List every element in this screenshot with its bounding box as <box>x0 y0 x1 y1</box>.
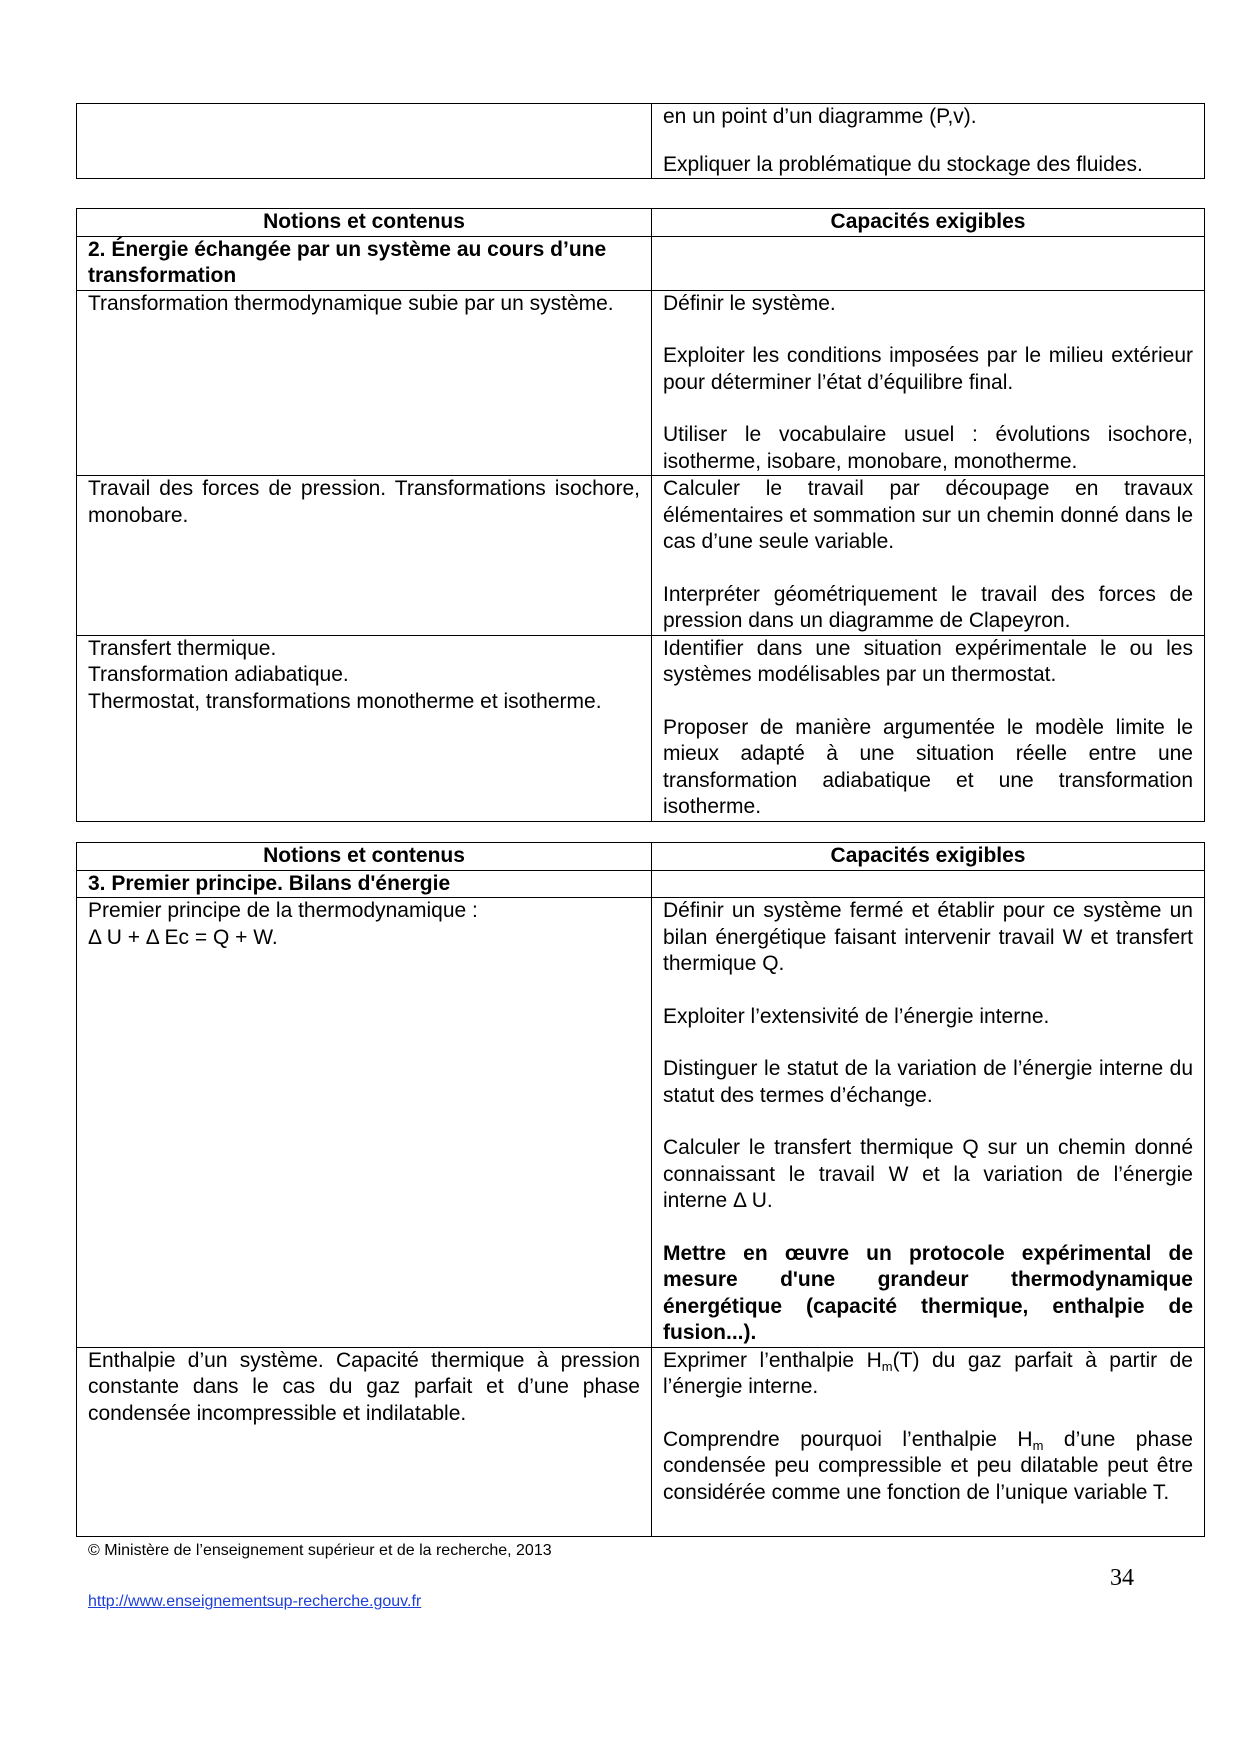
capacity-text: Exploiter l’extensivité de l’énergie interne. <box>663 1004 1050 1028</box>
copyright: © Ministère de l’enseignement supérieur et de la recherche, 2013 <box>88 1542 552 1559</box>
capacity-cell <box>652 1347 1205 1536</box>
notion-text: Transformation thermodynamique subie par un système. <box>88 291 614 315</box>
capacity-text: Comprendre pourquoi l’enthalpie $H_m$ d’une phase condensée peu compressible et peu dilatable peut être considérée comme une fonction de l’unique variable T. <box>663 1427 1193 1504</box>
section-title-empty <box>652 236 1205 290</box>
page-number: 34 <box>1110 1565 1134 1591</box>
capacity-text: en un point d’un diagramme (P,v). <box>663 105 977 128</box>
notion-cell <box>77 1347 652 1536</box>
capacity-cell <box>652 476 1205 636</box>
capacity-text: Exploiter les conditions imposées par le milieu extérieur pour déterminer l’état d’équilibre final. <box>663 344 1193 394</box>
capacity-text: Utiliser le vocabulaire usuel : évolutions isochore, isotherme, isobare, monobare, monotherme. <box>663 423 1193 473</box>
capacity-cell <box>652 290 1205 476</box>
capacity-text: Proposer de manière argumentée le modèle limite le mieux adapté à une situation réelle entre une transformation adiabatique et une transformation isotherme. <box>663 715 1193 818</box>
capacity-text: Définir un système fermé et établir pour ce système un bilan énergétique faisant intervenir travail W et transfert thermique Q. <box>663 899 1193 975</box>
capacity-text-bold: Mettre en œuvre un protocole expérimental de mesure d'une grandeur thermodynamique énergétique (capacité thermique, enthalpie de fusion...). <box>663 1241 1193 1344</box>
program-table-section-2 <box>76 208 1205 822</box>
notion-text: Travail des forces de pression. Transformations isochore, monobare. <box>88 477 640 527</box>
capacity-text: Définir le système. <box>663 291 836 315</box>
notion-text: Premier principe de la thermodynamique : <box>88 899 478 922</box>
capacity-text: Calculer le travail par découpage en travaux élémentaires et sommation sur un chemin donné dans le cas d’une seule variable. <box>663 477 1193 553</box>
footer-link[interactable]: http://www.enseignementsup-recherche.gouv.fr <box>88 1593 422 1610</box>
section-title: 2. Énergie échangée par un système au cours d’une transformation <box>77 236 652 290</box>
program-table-section-3 <box>76 842 1205 1537</box>
header-notions: Notions et contenus <box>77 843 652 871</box>
continuation-right-cell <box>652 104 1205 179</box>
footer-divider <box>82 1536 1158 1537</box>
notion-text: Enthalpie d’un système. Capacité thermique à pression constante dans le cas du gaz parfait et d’une phase condensée incompressible et indilatable. <box>88 1348 640 1425</box>
notion-text: Thermostat, transformations monotherme et isotherme. <box>88 689 602 713</box>
header-notions: Notions et contenus <box>77 209 652 237</box>
notion-text: Transfert thermique. <box>88 636 277 660</box>
formula-text: Δ U + Δ Ec = Q + W. <box>88 925 278 949</box>
capacity-text: Identifier dans une situation expérimentale le ou les systèmes modélisables par un thermostat. <box>663 636 1193 686</box>
continuation-left-cell <box>77 104 652 179</box>
capacity-cell <box>652 635 1205 821</box>
capacity-cell <box>652 898 1205 1348</box>
continuation-table <box>76 103 1205 179</box>
capacity-text: Distinguer le statut de la variation de l’énergie interne du statut des termes d’échange. <box>663 1057 1193 1107</box>
header-capacites: Capacités exigibles <box>652 843 1205 871</box>
capacity-text: Interpréter géométriquement le travail des forces de pression dans un diagramme de Clapeyron. <box>663 582 1193 632</box>
header-capacites: Capacités exigibles <box>652 209 1205 237</box>
capacity-text: Expliquer la problématique du stockage des fluides. <box>663 152 1143 176</box>
notion-cell <box>77 476 652 636</box>
notion-cell <box>77 635 652 821</box>
section-title-empty <box>652 870 1205 898</box>
section-title: 3. Premier principe. Bilans d'énergie <box>77 870 652 898</box>
notion-cell <box>77 898 652 1348</box>
notion-text: Transformation adiabatique. <box>88 663 349 686</box>
notion-cell <box>77 290 652 476</box>
capacity-text: Exprimer l’enthalpie $H_m(T)$ du gaz parfait à partir de l’énergie interne. <box>663 1348 1193 1398</box>
capacity-text: Calculer le transfert thermique Q sur un chemin donné connaissant le travail W et la variation de l’énergie interne Δ U. <box>663 1136 1193 1212</box>
